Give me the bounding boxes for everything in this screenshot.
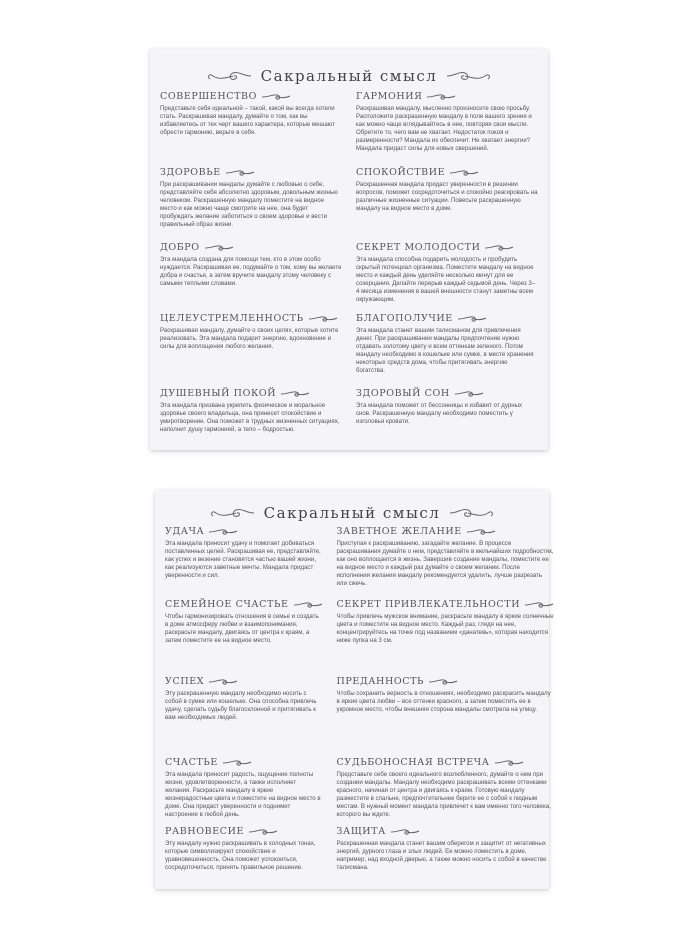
meaning-title: ЗДОРОВЬЕ	[160, 167, 221, 178]
swirl-icon	[466, 527, 496, 536]
swirl-icon	[208, 527, 238, 536]
meaning-title: СПОКОЙСТВИЕ	[356, 167, 446, 178]
meaning-text: Эту раскрашенную мандалу необходимо носить с собой в сумке или кошельке. Она способна привлечь удачу, сделать судьбу благосклонной и притягивать к вам необходимых людей.	[165, 690, 317, 722]
meaning-item	[337, 757, 555, 823]
meaning-text: Эта мандала поможет от бессонницы и избавит от дурных снов. Раскрашенную мандалу необходимо поместить у изголовья кровати.	[356, 402, 523, 426]
swirl-icon	[293, 600, 323, 609]
swirl-icon	[428, 677, 458, 686]
meaning-title: ЦЕЛЕУСТРЕМЛЕННОСТЬ	[160, 313, 304, 324]
meaning-item	[356, 167, 538, 239]
meaning-title: ДУШЕВНЫЙ ПОКОЙ	[160, 388, 277, 399]
meaning-title: СОВЕРШЕНСТВО	[160, 91, 257, 102]
card-header	[155, 504, 549, 522]
meaning-item	[160, 167, 342, 239]
swirl-icon	[454, 389, 484, 398]
meaning-item	[160, 313, 342, 385]
meaning-title: РАВНОВЕСИЕ	[165, 826, 245, 837]
meaning-item	[337, 599, 555, 673]
meaning-title: ДОБРО	[160, 242, 200, 253]
meaning-text: Эта мандала призвана укрепить физическое и моральное здоровье своего владельца, она принесет спокойствие и умиротворение. Она поможет в трудных жизненных ситуациях, наполнит душу гармонией, а тело – бодростью.	[160, 402, 340, 434]
swirl-icon	[426, 92, 456, 101]
meaning-item	[337, 676, 555, 754]
meaning-text: Эта мандала приносит радость, ощущение полноты жизни, удовлетворенности, а также исполняет желания. Раскрасьте мандалу в яркие жизнерадостные цвета и поместите на видное место в доме. Она придаст уверенности и поднимет настроение в любой день.	[165, 771, 321, 819]
card-title: Сакральный смысл	[263, 504, 441, 522]
meaning-title: СЕКРЕТ ПРИВЛЕКАТЕЛЬНОСТИ	[336, 599, 521, 610]
meaning-item	[337, 526, 555, 596]
meaning-title: ЗАЩИТА	[336, 826, 386, 837]
meaning-text: Эта мандала станет вашим талисманом для привлечения денег. При раскрашивании мандалы предпочтение нужно отдавать золотому цвету и всем оттенкам зеленого. Потом мандалу необходимо в кошельке или сумке, в месте хранения некоторых средств дома, чтобы притягивать энергию богатства.	[356, 327, 534, 375]
swirl-icon	[484, 243, 514, 252]
flourish-right-icon	[445, 68, 493, 84]
swirl-icon	[494, 758, 524, 767]
meaning-item	[356, 91, 538, 164]
meaning-text: Эта мандала приносит удачу и помогает добиваться поставленных целей. Раскрашивая ее, представляйте, как успех и везение становятся частью вашей жизни, как реализуются заветные мечты. Мандала придаст уверенности и сил.	[165, 540, 321, 580]
meaning-item	[165, 676, 323, 754]
mandala-meaning-card-2	[155, 490, 554, 889]
swirl-icon	[449, 168, 479, 177]
meaning-item	[356, 388, 538, 454]
swirl-icon	[222, 758, 252, 767]
meaning-title: СУДЬБОНОСНАЯ ВСТРЕЧА	[336, 757, 490, 768]
meaning-text: Раскрашивая мандалу, думайте о своих целях, которые хотите реализовать. Эта мандала подарит энергию, вдохновение и силы для воплощения любого желания.	[160, 327, 339, 351]
swirl-icon	[225, 168, 255, 177]
meaning-item	[165, 599, 323, 673]
swirl-icon	[524, 600, 554, 609]
meaning-text: Приступая к раскрашиванию, загадайте желание. В процессе раскрашивания думайте о нем, представляйте в мельчайших подробностях, как оно воплощается в жизнь. Завершив создание мандалы, поместите ее на видное место и каждый раз думайте о своем желании. После исполнения желания мандалу рекомендуется удалить, лучше разрезать или сжечь.	[336, 540, 554, 588]
meaning-text: Раскрашенная мандала придаст уверенности в решении вопросов, поможет сосредоточиться и спокойно реагировать на различные жизненные ситуации. Повесьте раскрашенную мандалу на видное место в доме.	[356, 181, 538, 213]
meaning-title: ЗАВЕТНОЕ ЖЕЛАНИЕ	[336, 526, 462, 537]
meaning-title: СЧАСТЬЕ	[165, 757, 218, 768]
swirl-icon	[248, 827, 278, 836]
meaning-title: БЛАГОПОЛУЧИЕ	[356, 313, 453, 324]
meaning-item	[165, 526, 323, 596]
meaning-text: Представьте себя идеальной – такой, какой вы всегда хотели стать. Раскрашивая мандалу, думайте о том, как вы избавляетесь от тех черт вашего характера, которые мешают обрести гармонию, верьте в себя.	[160, 105, 335, 137]
swirl-icon	[261, 92, 291, 101]
swirl-icon	[308, 314, 338, 323]
meaning-item	[160, 91, 342, 164]
meaning-text: Чтобы сохранить верность в отношениях, необходимо раскрасить мандалу в яркие цвета любви – все оттенки красного, а затем поместить ее в укромное место, чтобы внешняя сторона мандалы смотрела на улицу.	[336, 690, 551, 714]
meaning-item	[337, 826, 555, 894]
flourish-left-icon	[208, 505, 256, 521]
meanings-grid	[165, 526, 554, 883]
meaning-text: Чтобы привлечь мужское внимание, раскрасьте мандалу в яркие солнечные цвета и поместите на видное место. Каждый раз, глядя на нее, концентрируйтесь на точке под названием «данатевь», которая находится ниже пупка на 3 см.	[336, 613, 554, 645]
meaning-title: ПРЕДАННОСТЬ	[336, 676, 425, 687]
meaning-title: СЕМЕЙНОЕ СЧАСТЬЕ	[165, 599, 289, 610]
swirl-icon	[204, 243, 234, 252]
meaning-item	[160, 388, 342, 454]
swirl-icon	[208, 677, 238, 686]
meaning-text: Раскрашивая мандалу, мысленно произносите свою просьбу. Расположите раскрашенную мандалу в поле вашего зрения и как можно чаще вглядывайтесь в нее, повторяя свои мысли. Обретите то, чего вам не хватает. Недостаток покоя и размеренности? Мандала их обеспечит. Не хватает энергии? Мандала придаст силы для новых свершений.	[356, 105, 532, 153]
meaning-text: Раскрашенная мандала станет вашим оберегом и защитит от негативных энергий, дурного глаза и злых людей. Ее можно поместить в доме, например, над входной дверью, а также можно носить с собой в качестве талисмана.	[336, 840, 547, 872]
flourish-right-icon	[448, 505, 496, 521]
swirl-icon	[390, 827, 420, 836]
mandala-meaning-card-1	[150, 49, 548, 450]
meaning-title: СЕКРЕТ МОЛОДОСТИ	[356, 242, 481, 253]
meaning-item	[356, 313, 538, 385]
meaning-title: ГАРМОНИЯ	[356, 91, 423, 102]
meaning-text: При раскрашивании мандалы думайте с любовью о себе, представляйте себя абсолютно здоровым, довольным жизнью человеком. Раскрашенную мандалу поместите на видное место и как можно чаще смотрите на нее, она будет пробуждать желание заботиться о своем здоровье и вести правильный образ жизни.	[160, 181, 338, 229]
meaning-text: Представьте себе своего идеального возлюбленного, думайте о нем при создании мандалы. Мандалу необходимо раскрашивать всеми оттенками красного, начиная от центра и двигаясь к краям. Готовую мандалу разместите в спальне, предпочтительнее берите ее с собой к людным местам. В нужный момент мандала привлечет к вам именно того человека, которого вы ждете.	[336, 771, 552, 819]
meaning-text: Эта мандала создана для помощи тем, кто в этом особо нуждается. Раскрашивая ее, подумайте о том, кому вы желаете добра и счастья, а затем вручите мандалу этому человеку с самыми теплыми словами.	[160, 256, 342, 288]
meaning-item	[356, 242, 538, 310]
meaning-text: Эту мандалу нужно раскрашивать в холодных тонах, которые символизируют спокойствие и уравновешенность. Она поможет успокоиться, сосредоточиться, принять правильное решение.	[165, 840, 316, 872]
swirl-icon	[457, 314, 487, 323]
meaning-title: УСПЕХ	[165, 676, 205, 687]
flourish-left-icon	[205, 68, 253, 84]
card-header	[150, 67, 548, 85]
card-title: Сакральный смысл	[260, 67, 438, 85]
swirl-icon	[280, 389, 310, 398]
meaning-title: УДАЧА	[165, 526, 205, 537]
meaning-text: Чтобы гармонизировать отношения в семье и создать в доме атмосферу любви и взаимопонимания, раскрасьте мандалу, двигаясь от центра к краям, а затем поместите ее на видное место.	[165, 613, 319, 645]
meaning-item	[165, 757, 323, 823]
meaning-title: ЗДОРОВЫЙ СОН	[356, 388, 450, 399]
meaning-item	[165, 826, 323, 894]
meaning-item	[160, 242, 342, 310]
meanings-grid	[160, 91, 538, 442]
meaning-text: Эта мандала способна подарить молодость и пробудить скрытый потенциал организма. Поместите мандалу на видное место и каждый день уделяйте несколько минут для ее созерцания. Делайте перерыв каждый седьмой день. Через 3–4 месяца изменения в вашей внешности станут заметны всем окружающим.	[356, 256, 536, 304]
